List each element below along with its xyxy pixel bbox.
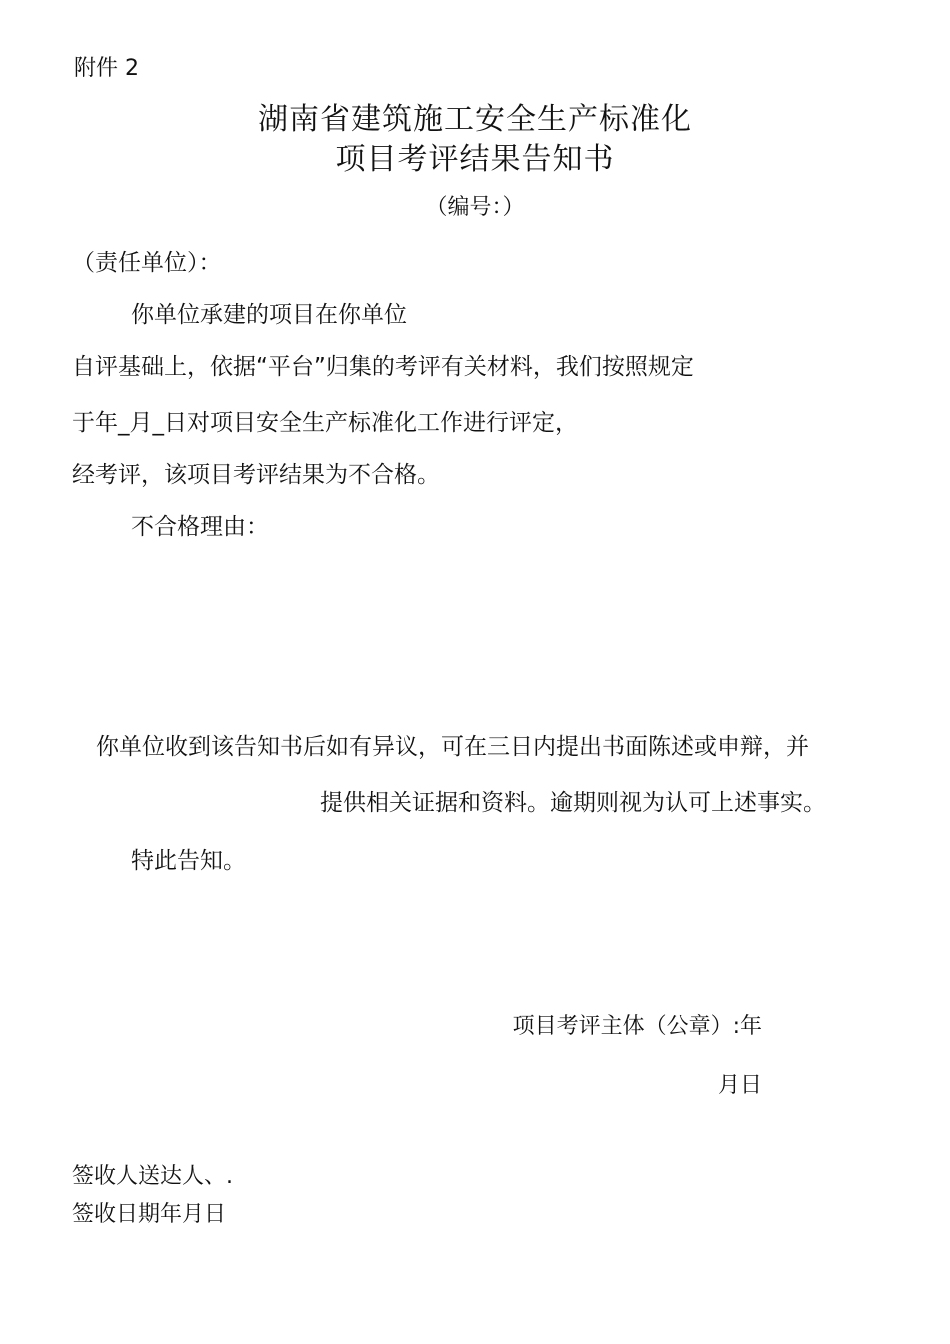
document-title-line2: 项目考评结果告知书 <box>335 142 615 177</box>
attachment-label: 附件 2 <box>74 56 139 81</box>
reason-label: 不合格理由： <box>131 514 269 540</box>
body-paragraph1-line4: 经考评，该项目考评结果为不合格。 <box>72 462 440 488</box>
body-paragraph1-line2: 自评基础上，依据“平台”归集的考评有关材料，我们按照规定 <box>72 354 694 380</box>
issue-date: 月日 <box>717 1073 762 1098</box>
issuer-signature: 项目考评主体（公章）:年 <box>512 1014 762 1039</box>
document-number: （编号：） <box>425 195 525 220</box>
recipient-label: （责任单位）： <box>72 250 222 276</box>
body-paragraph2-line2: 提供相关证据和资料。逾期则视为认可上述事实。 <box>320 790 826 816</box>
body-paragraph2-line1: 你单位收到该告知书后如有异议，可在三日内提出书面陈述或申辩，并 <box>96 734 809 760</box>
document-title-line1: 湖南省建筑施工安全生产标准化 <box>258 102 692 137</box>
receipt-date-line: 签收日期年月日 <box>72 1202 227 1227</box>
notice-text: 特此告知。 <box>131 848 246 874</box>
body-paragraph1-line3: 于年_月_日对项目安全生产标准化工作进行评定， <box>72 410 578 436</box>
body-paragraph1-line1: 你单位承建的项目在你单位 <box>131 302 407 328</box>
receipt-signer-line: 签收人送达人、. <box>72 1164 233 1189</box>
